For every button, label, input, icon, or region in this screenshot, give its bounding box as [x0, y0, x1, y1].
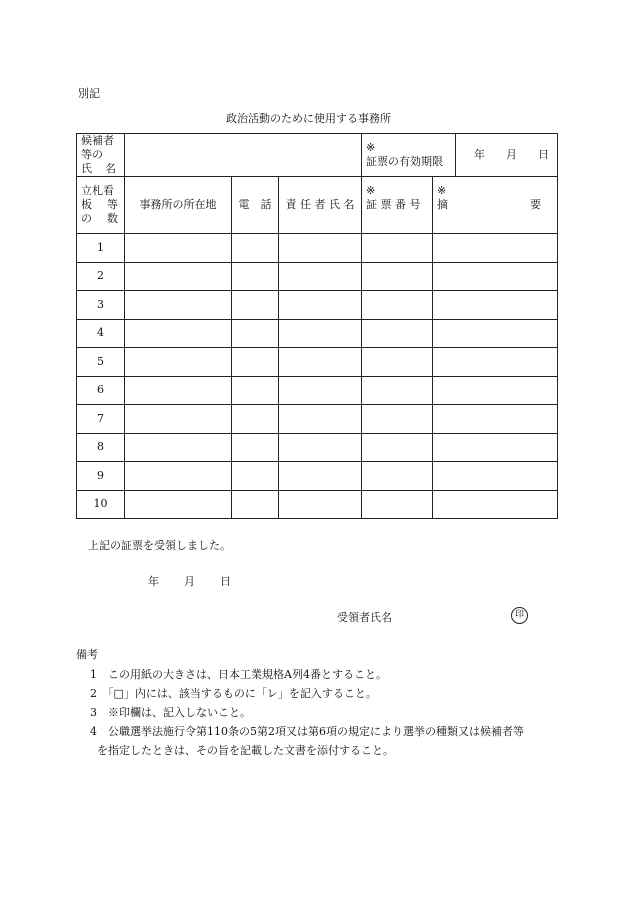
candidate-label-shi: 氏	[81, 162, 92, 175]
candidate-name-field[interactable]	[125, 134, 362, 177]
candidate-label-mei: 名	[105, 162, 116, 175]
row-number: 4	[77, 319, 125, 348]
count-header-3b: 数	[107, 212, 118, 225]
receipt-statement: 上記の証票を受領しました。	[88, 539, 231, 552]
row-remarks-field[interactable]	[433, 490, 558, 519]
row-cert-number-field[interactable]	[362, 376, 433, 405]
note-item-2: 2 「□」内には、該当するものに「レ」を記入すること。	[90, 687, 377, 700]
row-address-field[interactable]	[125, 405, 232, 434]
row-cert-number-field[interactable]	[362, 262, 433, 291]
cert-number-label: 証 票 番 号	[366, 198, 421, 211]
row-cert-number-field[interactable]	[362, 234, 433, 263]
row-number: 5	[77, 348, 125, 377]
row-responsible-field[interactable]	[279, 405, 362, 434]
row-responsible-field[interactable]	[279, 490, 362, 519]
row-address-field[interactable]	[125, 291, 232, 320]
note-item-4: 4 公職選挙法施行令第110条の5第2項又は第6項の規定により選挙の種類又は候補者等	[90, 725, 524, 738]
row-remarks-field[interactable]	[433, 291, 558, 320]
row-cert-number-field[interactable]	[362, 348, 433, 377]
row-phone-field[interactable]	[232, 462, 279, 491]
row-remarks-field[interactable]	[433, 262, 558, 291]
notes-heading: 備考	[76, 648, 98, 661]
validity-note-mark: ※	[366, 141, 376, 154]
row-responsible-field[interactable]	[279, 433, 362, 462]
table-row	[77, 405, 558, 434]
row-remarks-field[interactable]	[433, 319, 558, 348]
count-header	[77, 177, 125, 234]
count-header-line1: 立札看	[81, 184, 114, 197]
receipt-date-month: 月	[184, 575, 195, 588]
validity-date-field[interactable]	[456, 134, 558, 177]
row-address-field[interactable]	[125, 462, 232, 491]
receipt-date-year: 年	[148, 575, 159, 588]
cert-number-header	[362, 177, 433, 234]
row-responsible-field[interactable]	[279, 462, 362, 491]
row-number: 9	[77, 462, 125, 491]
address-header: 事務所の所在地	[125, 177, 232, 234]
row-phone-field[interactable]	[232, 262, 279, 291]
row-responsible-field[interactable]	[279, 234, 362, 263]
seal-icon: 印	[511, 607, 528, 624]
row-cert-number-field[interactable]	[362, 490, 433, 519]
row-number: 2	[77, 262, 125, 291]
row-address-field[interactable]	[125, 234, 232, 263]
row-phone-field[interactable]	[232, 433, 279, 462]
row-cert-number-field[interactable]	[362, 433, 433, 462]
row-phone-field[interactable]	[232, 405, 279, 434]
row-responsible-field[interactable]	[279, 291, 362, 320]
row-number: 7	[77, 405, 125, 434]
table-row	[77, 262, 558, 291]
row-phone-field[interactable]	[232, 319, 279, 348]
row-phone-field[interactable]	[232, 348, 279, 377]
row-responsible-field[interactable]	[279, 262, 362, 291]
count-header-2b: 等	[107, 198, 118, 211]
table-row	[77, 462, 558, 491]
receipt-date-day: 日	[220, 575, 231, 588]
recipient-name-label: 受領者氏名	[337, 611, 392, 624]
row-remarks-field[interactable]	[433, 433, 558, 462]
remarks-mark: ※	[437, 184, 447, 197]
phone-header: 電 話	[232, 177, 279, 234]
row-address-field[interactable]	[125, 376, 232, 405]
table-row	[77, 433, 558, 462]
row-phone-field[interactable]	[232, 376, 279, 405]
responsible-header: 責 任 者 氏 名	[279, 177, 362, 234]
table-row	[77, 234, 558, 263]
note-item-4-continued: を指定したときは、その旨を記載した文書を添付すること。	[97, 744, 394, 757]
row-responsible-field[interactable]	[279, 348, 362, 377]
row-remarks-field[interactable]	[433, 405, 558, 434]
row-cert-number-field[interactable]	[362, 319, 433, 348]
row-responsible-field[interactable]	[279, 376, 362, 405]
candidate-label-cell	[77, 134, 125, 177]
candidate-row	[77, 134, 558, 177]
validity-label: 証票の有効期限	[366, 155, 444, 168]
row-phone-field[interactable]	[232, 291, 279, 320]
table-row	[77, 291, 558, 320]
row-address-field[interactable]	[125, 348, 232, 377]
row-cert-number-field[interactable]	[362, 291, 433, 320]
remarks-header	[433, 177, 558, 234]
row-address-field[interactable]	[125, 262, 232, 291]
office-table	[76, 133, 558, 519]
validity-year: 年	[474, 148, 486, 161]
header-row	[77, 177, 558, 234]
remarks-label	[437, 198, 557, 212]
row-address-field[interactable]	[125, 319, 232, 348]
row-responsible-field[interactable]	[279, 319, 362, 348]
row-number: 8	[77, 433, 125, 462]
count-header-3a: の	[81, 212, 92, 225]
candidate-label-line2	[81, 162, 124, 176]
table-row	[77, 348, 558, 377]
row-remarks-field[interactable]	[433, 234, 558, 263]
count-header-line2	[81, 198, 124, 212]
candidate-label-line1: 候補者等の	[81, 134, 114, 161]
row-address-field[interactable]	[125, 490, 232, 519]
table-row	[77, 490, 558, 519]
row-remarks-field[interactable]	[433, 348, 558, 377]
row-number: 6	[77, 376, 125, 405]
remarks-label-a: 摘	[437, 198, 449, 211]
validity-month: 月	[506, 148, 518, 161]
cert-number-mark: ※	[366, 184, 376, 197]
row-remarks-field[interactable]	[433, 376, 558, 405]
row-phone-field[interactable]	[232, 490, 279, 519]
row-number: 10	[77, 490, 125, 519]
remarks-label-b: 要	[530, 198, 542, 211]
row-cert-number-field[interactable]	[362, 405, 433, 434]
table-row	[77, 376, 558, 405]
attachment-label: 別記	[78, 87, 100, 100]
table-row	[77, 319, 558, 348]
count-header-2a: 板	[81, 198, 92, 211]
row-address-field[interactable]	[125, 433, 232, 462]
count-header-line3	[81, 212, 124, 226]
note-item-1: 1 この用紙の大きさは、日本工業規格A列4番とすること。	[90, 668, 387, 681]
row-number: 3	[77, 291, 125, 320]
row-phone-field[interactable]	[232, 234, 279, 263]
note-item-3: 3 ※印欄は、記入しないこと。	[90, 706, 251, 719]
validity-day: 日	[538, 148, 550, 161]
document-title: 政治活動のために使用する事務所	[226, 112, 391, 125]
row-cert-number-field[interactable]	[362, 462, 433, 491]
validity-label-cell	[362, 134, 456, 177]
row-remarks-field[interactable]	[433, 462, 558, 491]
row-number: 1	[77, 234, 125, 263]
